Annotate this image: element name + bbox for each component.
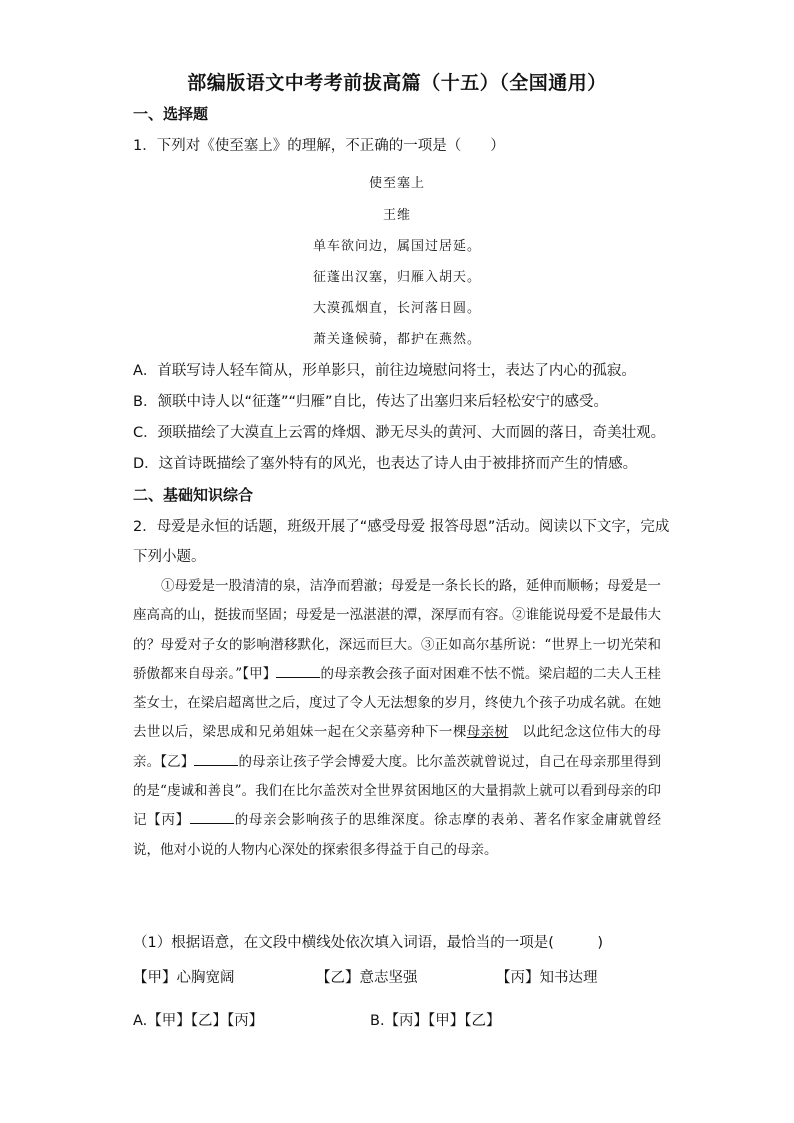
poem-line: 萧关逢候骑，都护在燕然。 [312,332,481,347]
page-title: 部编版语文中考考前拔高篇（十五）（全国通用） [187,72,607,94]
reading-passage [133,572,661,865]
poem-title: 使至塞上 [368,176,425,191]
poem-line: 单车欲问边，属国过居延。 [312,239,481,254]
blank-bing [190,811,234,824]
underlined-phrase: 母亲树 [466,724,509,741]
section-heading-choice: 一、选择题 [133,105,209,123]
poem-line: 征蓬出汉塞，归雁入胡天。 [312,270,481,285]
poem-line: 大漠孤烟直，长河落日圆。 [312,301,481,316]
option-b: B．颔联中诗人以“征蓬”“归雁”自比，传达了出塞归来后轻松安宁的感受。 [133,394,608,410]
word-yi: 【乙】意志坚强 [316,970,418,986]
word-bing: 【丙】知书达理 [496,970,598,986]
answer-option-a: A.【甲】【乙】【丙】 [133,1013,264,1029]
sub-question-1: （1）根据语意，在文段中横线处依次填入词语，最恰当的一项是( ) [133,935,604,951]
passage-text: 以此纪念这位伟大的母亲。【乙】 [133,724,662,770]
option-a: A．首联写诗人轻车简从，形单影只，前往边境慰问将士，表达了内心的孤寂。 [133,363,636,379]
section-heading-basics: 二、基础知识综合 [133,486,254,504]
question-2-stem-cont: 下列小题。 [133,549,206,565]
option-c: C．颈联描绘了大漠直上云霄的烽烟、渺无尽头的黄河、大而圆的落日，奇美壮观。 [133,425,666,441]
answer-option-b: B.【丙】【甲】【乙】 [370,1013,501,1029]
poem-author: 王维 [382,208,411,223]
passage-text: 的母亲教会孩子面对困难不怯不慌。梁启超的二夫人王桂荃女士，在梁启超离世之后，度过了令人无法想象的岁月，终使九个孩子功成名就。在她去世以后，梁思成和兄弟姐妹一起在父亲墓旁种下一棵 [133,665,662,741]
passage-text: 的母亲让孩子学会博爱大度。比尔盖茨就曾说过，自己在母亲那里得到的是“虔诚和善良”。我们在比尔盖茨对全世界贫困地区的大量捐款上就可以看到母亲的印记【丙】 [133,753,662,829]
blank-jia [276,665,320,678]
word-jia: 【甲】心胸宽阔 [133,970,235,986]
question-2-stem: 2．母爱是永恒的话题，班级开展了“感受母爱 报答母恩”活动。阅读以下文字，完成 [133,519,670,535]
option-d: D．这首诗既描绘了塞外特有的风光，也表达了诗人由于被排挤而产生的情感。 [133,456,638,472]
passage-text: 的母亲会影响孩子的思维深度。徐志摩的表弟、著名作家金庸就曾经说，他对小说的人物内心深处的探索很多得益于自己的母亲。 [133,812,662,858]
blank-yi [194,753,238,766]
passage-text: ①母爱是一股清清的泉，洁净而碧澈；母爱是一条长长的路，延伸而顺畅；母爱是一座高高的山，挺拔而坚固；母爱是一泓湛湛的潭，深厚而有容。②谁能说母爱不是最伟大的？母爱对子女的影响潜移默化，深远而巨大。③正如高尔基所说：“世界上一切光荣和骄傲都来自母亲。”【甲】 [133,578,661,682]
question-1-stem: 1．下列对《使至塞上》的理解，不正确的一项是（ ） [133,138,505,154]
